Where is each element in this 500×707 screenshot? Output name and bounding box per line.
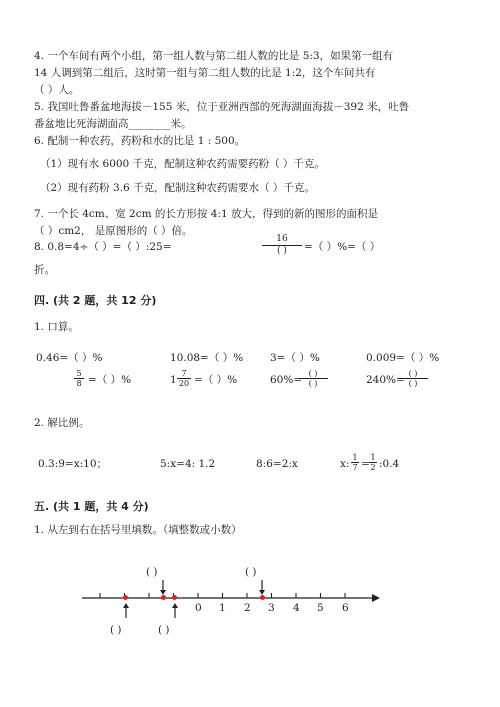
blank-above-1: ( ) bbox=[146, 566, 158, 578]
oral-calc-8-left: 240%= bbox=[366, 374, 405, 386]
q7-line-1: 7. 一个长 4cm、宽 2cm 的长方形按 4:1 放大，得到的新的图形的面积是 bbox=[34, 208, 378, 220]
up-arrow-icon bbox=[170, 602, 180, 618]
proportion-4-numerator-b: 1 bbox=[370, 453, 376, 462]
q6-sub-1: （1）现有水 6000 千克，配制这种农药需要药粉（ ）千克。 bbox=[40, 158, 325, 170]
tick-label-3: 3 bbox=[268, 602, 275, 614]
oral-calc-3: 3=（ ）% bbox=[270, 352, 320, 364]
oral-calc-6-fraction bbox=[177, 369, 191, 388]
q4-line-2: 14 人调到第二组后，这时第一组与第二组人数的比是 1:2，这个车间共有 bbox=[34, 67, 376, 79]
oral-calc-5-fraction bbox=[74, 369, 84, 388]
q8-tail: 折。 bbox=[34, 264, 55, 276]
oral-calc-8-fraction bbox=[398, 369, 428, 388]
oral-calc-8-denominator: ( ) bbox=[398, 378, 428, 388]
tick-label-1: 1 bbox=[219, 602, 226, 614]
point-marker bbox=[123, 595, 128, 600]
proportion-4-right: :0.4 bbox=[379, 458, 400, 470]
oral-calc-6-numerator: 7 bbox=[181, 369, 187, 378]
oral-calc-5-text: =（ ）% bbox=[88, 374, 132, 386]
proportion-4-left: x: bbox=[340, 458, 350, 470]
oral-calc-7-numerator: ( ) bbox=[308, 369, 318, 378]
oral-calc-6-text: =（ ）% bbox=[194, 374, 238, 386]
q4-line-1: 4. 一个车间有两个小组，第一组人数与第二组人数的比是 5:3，如果第一组有 bbox=[34, 50, 394, 62]
q8-left: 8. 0.8=4÷（ ）=（ ）:25= bbox=[34, 241, 172, 253]
up-arrow-icon bbox=[121, 602, 131, 618]
tick-label-2: 2 bbox=[244, 602, 251, 614]
q5-line-2: 番盆地比死海湖面高________米。 bbox=[34, 118, 192, 130]
section5-title: 五. (共 1 题，共 4 分) bbox=[34, 500, 149, 513]
tick-label-5: 5 bbox=[317, 602, 324, 614]
oral-calc-6-whole: 1 bbox=[170, 374, 177, 386]
tick-label-4: 4 bbox=[293, 602, 300, 614]
q8-fraction-numerator: 16 bbox=[276, 234, 288, 244]
q6-line-1: 6. 配制一种农药，药粉和水的比是 1 : 500。 bbox=[34, 135, 246, 147]
number-line-arrowhead bbox=[372, 594, 380, 602]
oral-calc-4: 0.009=（ ）% bbox=[366, 352, 440, 364]
tick-label-6: 6 bbox=[342, 602, 349, 614]
q4-line-3: （ ）人。 bbox=[34, 84, 80, 96]
oral-calc-2: 10.08=（ ）% bbox=[170, 352, 244, 364]
oral-calc-1: 0.46=（ ）% bbox=[36, 352, 103, 364]
oral-calc-7-fraction bbox=[298, 369, 328, 388]
blank-above-2: ( ) bbox=[245, 566, 257, 578]
proportion-4-fraction-b bbox=[369, 453, 377, 472]
oral-calc-6-denominator: 20 bbox=[178, 379, 190, 388]
oral-calc-5-numerator: 5 bbox=[76, 369, 82, 378]
oral-calc-7-left: 60%= bbox=[270, 374, 303, 386]
q5-line-1: 5. 我国吐鲁番盆地海拔－155 米，位于亚洲西部的死海湖面海拔－392 米，吐鲁 bbox=[34, 101, 410, 113]
blank-below-2: ( ) bbox=[158, 624, 170, 636]
oral-calc-8-numerator: ( ) bbox=[408, 369, 418, 378]
q8-right: =（ ）%=（ ） bbox=[304, 241, 381, 253]
blank-below-1: ( ) bbox=[110, 624, 122, 636]
section4-q1-title: 1. 口算。 bbox=[34, 321, 79, 333]
down-arrow-icon bbox=[158, 580, 168, 596]
q6-sub-2: （2）现有药粉 3.6 千克，配制这种农药需要水（ ）千克。 bbox=[40, 182, 315, 194]
tick-label-0: 0 bbox=[195, 602, 202, 614]
proportion-4-fraction-a bbox=[351, 453, 359, 472]
proportion-2: 5:x=4: 1.2 bbox=[160, 458, 216, 470]
down-arrow-icon bbox=[257, 580, 267, 596]
section4-q2-title: 2. 解比例。 bbox=[34, 417, 90, 429]
q8-fraction bbox=[262, 234, 302, 257]
proportion-4-numerator-a: 1 bbox=[352, 453, 358, 462]
point-marker bbox=[172, 595, 177, 600]
number-line-ticks bbox=[100, 593, 345, 598]
proportion-3: 8:6=2:x bbox=[256, 458, 298, 470]
proportion-4-denominator-b: 2 bbox=[370, 463, 376, 472]
q7-line-2: （ ）cm2， 是原图形的（ ）倍。 bbox=[34, 225, 193, 237]
proportion-4-equals: = bbox=[361, 458, 370, 470]
proportion-4-denominator-a: 7 bbox=[352, 463, 358, 472]
proportion-1: 0.3:9=x:10； bbox=[38, 458, 108, 470]
q8-fraction-denominator: ( ) bbox=[262, 245, 302, 257]
oral-calc-5-denominator: 8 bbox=[74, 378, 84, 388]
oral-calc-7-denominator: ( ) bbox=[298, 378, 328, 388]
section4-title: 四. (共 2 题，共 12 分) bbox=[34, 294, 157, 307]
section5-q1-title: 1. 从左到右在括号里填数。（填整数或小数） bbox=[34, 524, 242, 536]
